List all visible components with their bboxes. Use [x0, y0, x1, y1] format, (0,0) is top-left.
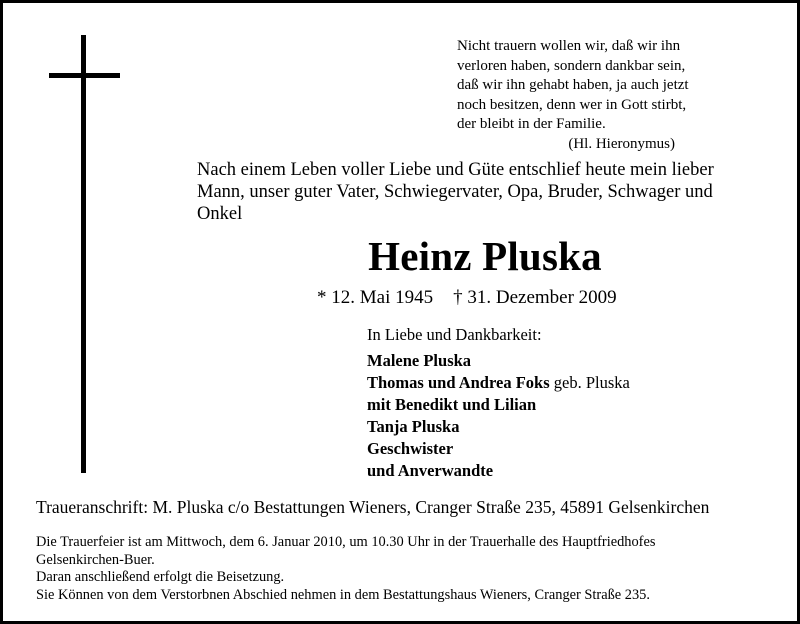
mourner-suffix: geb. Pluska — [549, 373, 630, 392]
quote-source: (Hl. Hieronymus) — [568, 135, 675, 152]
mourner-name: mit Benedikt und Lilian — [367, 395, 537, 414]
quote-line: der bleibt in der Familie. — [457, 116, 606, 132]
mourner-entry — [367, 416, 630, 438]
mourner-entry — [367, 372, 630, 394]
deceased-name: Heinz Pluska — [368, 233, 602, 279]
birth-date: * 12. Mai 1945 — [317, 287, 434, 308]
mourner-entry — [367, 394, 630, 416]
life-dates — [317, 286, 617, 310]
mourners-list — [367, 350, 630, 482]
mourner-name: Malene Pluska — [367, 351, 472, 370]
quote-line: noch besitzen, denn wer in Gott stirbt, — [457, 96, 687, 113]
details-line: Gelsenkirchen-Buer. — [36, 551, 155, 568]
intro-text — [197, 159, 767, 225]
mourner-name: Tanja Pluska — [367, 417, 460, 436]
intro-line: Nach einem Leben voller Liebe und Güte entschlief heute mein lieber — [197, 160, 714, 180]
funeral-details — [36, 534, 786, 604]
details-line: Sie Können von dem Verstorbnen Abschied nehmen in dem Bestattungshaus Wieners, Cranger Straße 235. — [36, 586, 650, 603]
details-line: Daran anschließend erfolgt die Beisetzung. — [36, 569, 285, 585]
mourner-name: und Anverwandte — [367, 461, 494, 480]
mourner-name: Thomas und Andrea Foks — [367, 373, 550, 392]
quote-line: daß wir ihn gehabt haben, ja auch jetzt — [457, 77, 689, 93]
mourners-heading: In Liebe und Dankbarkeit: — [367, 325, 542, 344]
details-line: Die Trauerfeier ist am Mittwoch, dem 6. Januar 2010, um 10.30 Uhr in der Trauerhalle des Hauptfriedhofes — [36, 534, 656, 550]
cross-horizontal-bar — [49, 73, 120, 78]
memorial-quote — [457, 37, 777, 154]
quote-line: Nicht trauern wollen wir, daß wir ihn — [457, 38, 681, 54]
intro-line: Mann, unser guter Vater, Schwiegervater, Opa, Bruder, Schwager und — [197, 182, 713, 202]
quote-line: verloren haben, sondern dankbar sein, — [457, 57, 686, 74]
mourner-entry — [367, 438, 630, 460]
mourner-entry — [367, 350, 630, 372]
death-date: † 31. Dezember 2009 — [453, 287, 617, 308]
mourner-entry — [367, 460, 630, 482]
mourner-name: Geschwister — [367, 439, 454, 458]
mourning-address: Traueranschrift: M. Pluska c/o Bestattungen Wieners, Cranger Straße 235, 45891 Gelsenkirchen — [36, 497, 710, 517]
intro-line: Onkel — [197, 204, 243, 224]
